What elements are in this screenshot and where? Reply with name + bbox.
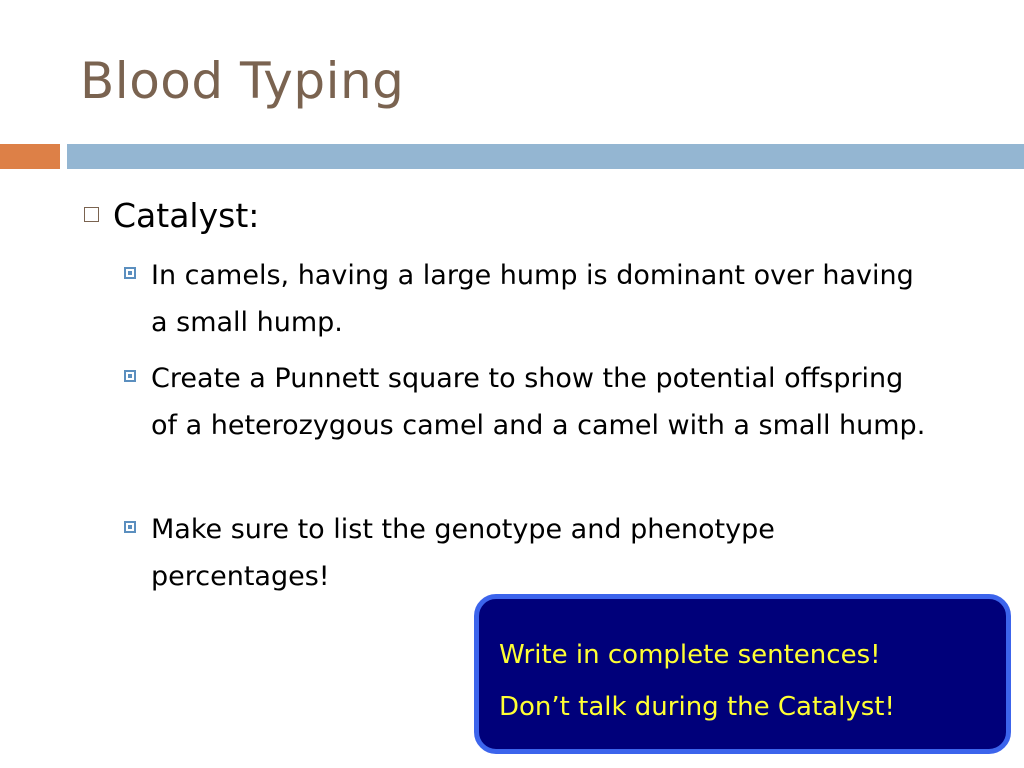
- square-bullet-icon: [124, 521, 136, 533]
- bullet-item: [124, 506, 931, 600]
- reminder-box: [474, 594, 1011, 754]
- bullet-text: Create a Punnett square to show the potential offspring of a heterozygous camel and a camel with a small hump.: [151, 363, 926, 441]
- accent-bar-blue: [67, 144, 1024, 169]
- bullet-text: Make sure to list the genotype and phenotype percentages!: [151, 514, 775, 592]
- square-bullet-icon: [124, 267, 136, 279]
- square-bullet-icon: [124, 370, 136, 382]
- accent-bar-orange: [0, 144, 60, 169]
- bullet-item: [124, 355, 931, 449]
- bullet-text: In camels, having a large hump is dominant over having a small hump.: [151, 260, 914, 338]
- reminder-line: Don’t talk during the Catalyst!: [499, 692, 895, 722]
- catalyst-heading-text: Catalyst:: [113, 196, 260, 235]
- slide-title: Blood Typing: [80, 52, 405, 110]
- bullet-item: [124, 252, 931, 346]
- square-bullet-icon: [84, 207, 99, 222]
- reminder-line: Write in complete sentences!: [499, 640, 881, 670]
- catalyst-heading: [84, 196, 259, 235]
